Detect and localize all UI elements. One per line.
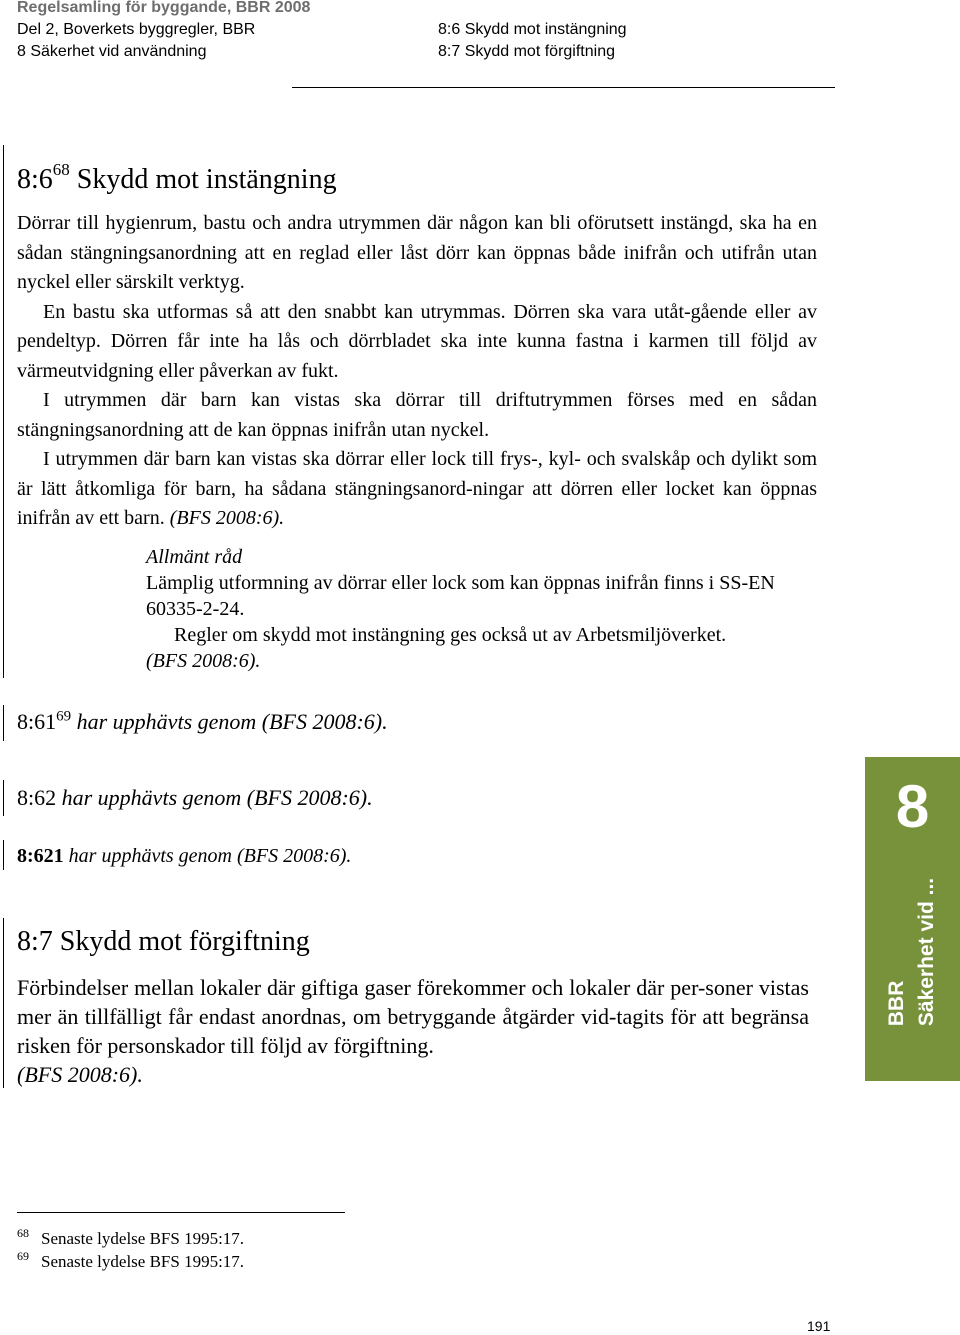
section-title: Skydd mot förgiftning <box>59 926 310 957</box>
section-number: 8:62 <box>17 785 57 810</box>
advice-paragraph: Regler om skydd mot instängning ges också ut av Arbetsmiljöverket. <box>174 624 727 646</box>
section-861 <box>17 709 388 735</box>
chapter-number: 8 <box>895 773 930 840</box>
footnote-text: Senaste lydelse BFS 1995:17. <box>41 1252 245 1271</box>
header-section-86: 8:6 Skydd mot instängning <box>438 21 627 38</box>
section-number: 8:621 <box>17 845 64 867</box>
footnote-ref: 68 <box>52 159 70 179</box>
change-bar <box>3 918 4 1088</box>
change-bar <box>3 705 4 741</box>
section-86-body <box>17 209 817 534</box>
advice-reference: (BFS 2008:6). <box>146 650 261 672</box>
chapter-tab-label <box>882 878 942 1026</box>
section-862 <box>17 785 373 811</box>
change-bar <box>3 840 4 870</box>
repeal-note: har upphävts genom (BFS 2008:6). <box>68 845 352 867</box>
chapter-tab <box>865 757 960 1081</box>
advice-paragraph: Lämplig utformning av dörrar eller lock som kan öppnas inifrån finns i SS-EN 60335-2-24. <box>146 572 775 620</box>
section-title: Skydd mot instängning <box>76 164 337 195</box>
tab-label-bbr: BBR <box>885 980 908 1027</box>
paragraph-text: I utrymmen där barn kan vistas ska dörrar eller lock till frys-, kyl- och svalskåp och dylikt som är lätt åtkomliga för barn, ha sådana stängningsanord-ningar att dörren eller locket kan öppnas inifrån av ett barn. <box>17 448 817 529</box>
paragraph: En bastu ska utformas så att den snabbt kan utrymmas. Dörren ska vara utåt-gående eller av pendeltyp. Dörren får inte ha lås och dörrbladet ska inte kunna fastna i karmen till följd av värmeutvidgning eller påverkan av fukt. <box>17 300 817 382</box>
change-bar <box>3 145 4 678</box>
section-8621 <box>17 843 351 869</box>
header-part: Del 2, Boverkets byggregler, BBR <box>17 21 256 38</box>
reference: (BFS 2008:6). <box>17 1062 143 1087</box>
footnote <box>17 1251 244 1274</box>
repeal-note: har upphävts genom (BFS 2008:6). <box>76 709 388 734</box>
footnote-ref: 69 <box>56 708 72 725</box>
header-section-87: 8:7 Skydd mot förgiftning <box>438 43 615 60</box>
section-number: 8:61 <box>17 709 57 734</box>
footnote-mark: 68 <box>17 1226 29 1240</box>
paragraph: Förbindelser mellan lokaler där giftiga gaser förekommer och lokaler där per-soner vistas mer än tillfälligt får endast anordnas, om betryggande åtgärder vid-tagits för att begränsa risken för personskador till följd av förgiftning. <box>17 975 809 1058</box>
footnote-mark: 69 <box>17 1249 29 1263</box>
section-heading-86 <box>17 159 337 197</box>
reference: (BFS 2008:6). <box>169 507 285 529</box>
advice-heading: Allmänt råd <box>146 546 243 568</box>
change-bar <box>3 780 4 816</box>
section-number: 8:7 <box>17 926 53 957</box>
tab-label-chapter: Säkerhet vid ... <box>915 877 938 1027</box>
footnote-text: Senaste lydelse BFS 1995:17. <box>41 1229 245 1248</box>
footnote-rule <box>17 1212 345 1213</box>
repeal-note: har upphävts genom (BFS 2008:6). <box>61 785 373 810</box>
general-advice <box>146 544 826 674</box>
section-number: 8:6 <box>17 164 53 195</box>
paragraph <box>17 445 817 534</box>
page-number: 191 <box>807 1318 831 1334</box>
paragraph: I utrymmen där barn kan vistas ska dörrar till driftutrymmen förses med en sådan stängningsanordning att de kan öppnas inifrån utan nyckel. <box>17 389 817 441</box>
header-chapter: 8 Säkerhet vid användning <box>17 43 207 60</box>
document-title: Regelsamling för byggande, BBR 2008 <box>17 0 311 16</box>
section-heading-87 <box>17 925 310 959</box>
footnote <box>17 1228 244 1251</box>
paragraph: Dörrar till hygienrum, bastu och andra utrymmen där någon kan bli oförutsett instängd, ska ha en sådan stängningsanordning att en reglad eller låst dörr kan öppnas både inifrån och utifrån utan nyckel eller särskilt verktyg. <box>17 212 817 293</box>
header-rule <box>292 87 835 88</box>
section-87-body <box>17 973 809 1089</box>
